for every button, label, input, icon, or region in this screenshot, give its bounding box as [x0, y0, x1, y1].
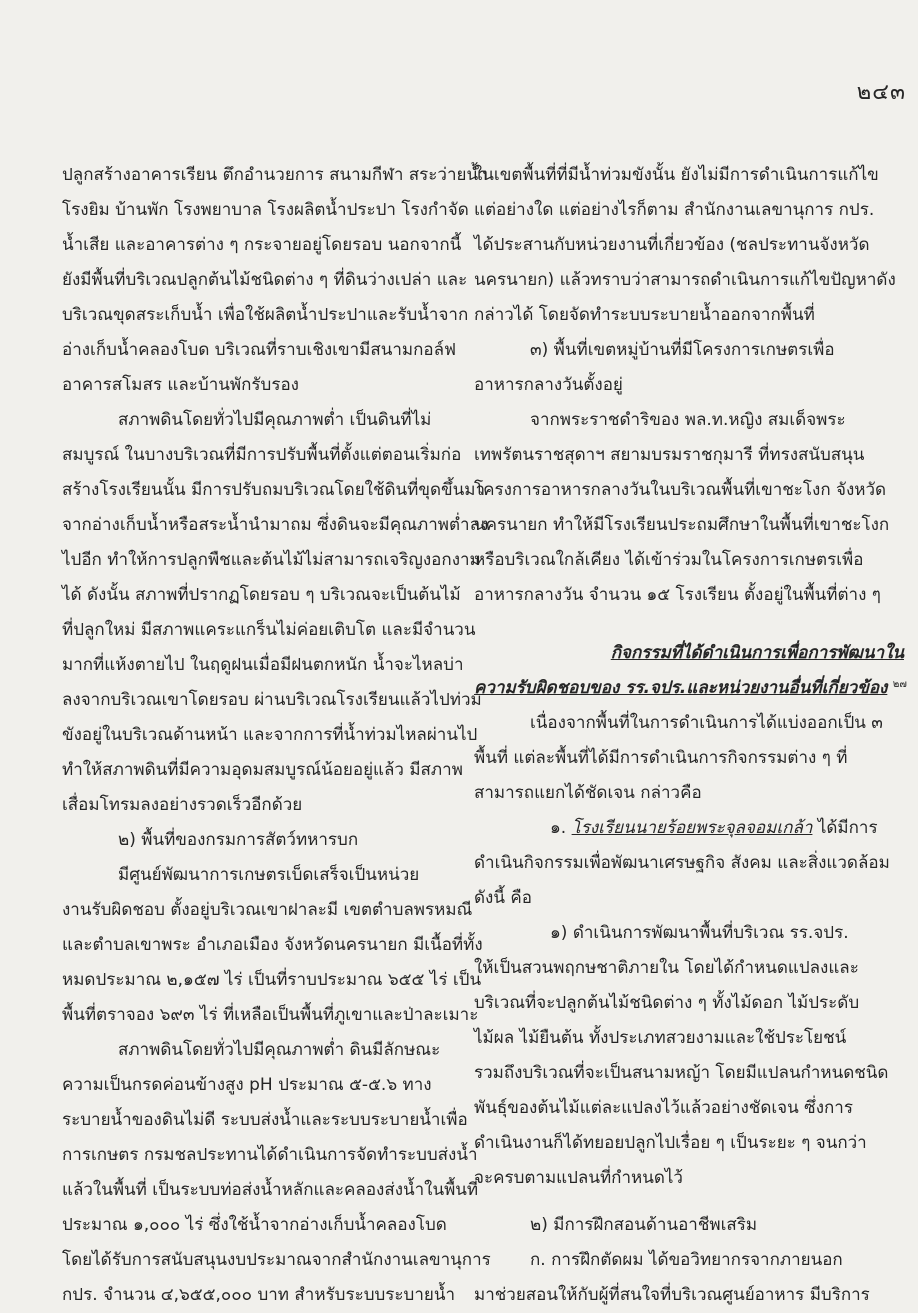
text-line: พื้นที่ตราจอง ๖๙๓ ไร่ ที่เหลือเป็นพื้นที่ภูเขาและป่าละเมาะ [62, 1005, 479, 1025]
text-line: กล่าวได้ โดยจัดทำระบบระบายน้ำออกจากพื้นที่ [474, 305, 815, 325]
text-line: ดังนี้ คือ [474, 888, 532, 908]
text-line: จากพระราชดำริของ พล.ท.หญิง สมเด็จพระ [530, 410, 846, 430]
text-line: น้ำเสีย และอาคารต่าง ๆ กระจายอยู่โดยรอบ นอกจากนี้ [62, 235, 462, 255]
text-line: จะครบตามแปลนที่กำหนดไว้ [474, 1168, 683, 1188]
text-line: หมดประมาณ ๒,๑๕๗ ไร่ เป็นที่ราบประมาณ ๖๕๕ ไร่ เป็น [62, 970, 482, 990]
text-line: เทพรัตนราชสุดาฯ สยามบรมราชกุมารี ที่ทรงสนับสนุน [474, 445, 865, 465]
text-line: นครนายก ทำให้มีโรงเรียนประถมศึกษาในพื้นที่เขาชะโงก [474, 515, 890, 535]
text-line: มีศูนย์พัฒนาการเกษตรเบ็ดเสร็จเป็นหน่วย [118, 865, 420, 885]
text-line: แล้วในพื้นที่ เป็นระบบท่อส่งน้ำหลักและคลองส่งน้ำในพื้นที่ [62, 1180, 479, 1200]
text-line: ระบายน้ำของดินไม่ดี ระบบส่งน้ำและระบบระบายน้ำเพื่อ [62, 1110, 468, 1130]
footnote-marker: ๒๗ [892, 679, 907, 690]
text-line: ๒) พื้นที่ของกรมการสัตว์ทหารบก [118, 830, 359, 850]
text-line: นครนายก) แล้วทราบว่าสามารถดำเนินการแก้ไขปัญหาดัง [474, 270, 896, 290]
text-line: ไปอีก ทำให้การปลูกพืชและต้นไม้ไม่สามารถเจริญงอกงาม [62, 550, 481, 570]
text-line: อาหารกลางวันตั้งอยู่ [474, 375, 623, 395]
text-line: ยังมีพื้นที่บริเวณปลูกต้นไม้ชนิดต่าง ๆ ที่ดินว่างเปล่า และ [62, 270, 468, 290]
section-heading: กิจกรรมที่ได้ดำเนินการเพื่อการพัฒนาใน [610, 643, 904, 663]
text-line: ความเป็นกรดค่อนข้างสูง pH ประมาณ ๕-๕.๖ ทาง [62, 1075, 432, 1095]
text-line: โดยได้รับการสนับสนุนงบประมาณจากสำนักงานเลขานุการ [62, 1250, 491, 1270]
text-line: การเกษตร กรมชลประทานได้ดำเนินการจัดทำระบบส่งน้ำ [62, 1145, 478, 1165]
item-number: ๑. [550, 818, 567, 838]
text-line: พันธุ์ของต้นไม้แต่ละแปลงไว้แล้วอย่างชัดเจน ซึ่งการ [474, 1098, 853, 1118]
text-line: ไม้ผล ไม้ยืนต้น ทั้งประเภทสวยงามและใช้ประโยชน์ [474, 1028, 847, 1048]
text-line: ขังอยู่ในบริเวณด้านหน้า และจากการที่น้ำท่วมไหลผ่านไป [62, 725, 478, 745]
text-line: ปลูกสร้างอาคารเรียน ตึกอำนวยการ สนามกีฬา สระว่ายน้ำ [62, 165, 488, 185]
text-line: ให้เป็นสวนพฤกษชาติภายใน โดยได้กำหนดแปลงและ [474, 958, 859, 978]
text-line: จากอ่างเก็บน้ำหรือสระน้ำนำมาถม ซึ่งดินจะมีคุณภาพต่ำลง [62, 515, 489, 535]
text-line: และตำบลเขาพระ อำเภอเมือง จังหวัดนครนายก มีเนื้อที่ทั้ง [62, 935, 483, 955]
text-line: อาคารสโมสร และบ้านพักรับรอง [62, 375, 299, 395]
text-line: ดำเนินกิจกรรมเพื่อพัฒนาเศรษฐกิจ สังคม และสิ่งแวดล้อม [474, 853, 890, 873]
text-line: ๓) พื้นที่เขตหมู่บ้านที่มีโครงการเกษตรเพื่อ [530, 340, 835, 360]
text-line: งานรับผิดชอบ ตั้งอยู่บริเวณเขาฝาละมี เขตตำบลพรหมณี [62, 900, 473, 920]
text-line: รวมถึงบริเวณที่จะเป็นสนามหญ้า โดยมีแปลนกำหนดชนิด [474, 1063, 889, 1083]
text-line: หรือบริเวณใกล้เคียง ได้เข้าร่วมในโครงการเกษตรเพื่อ [474, 550, 864, 570]
text-line: ในเขตพื้นที่ที่มีน้ำท่วมขังนั้น ยังไม่มีการดำเนินการแก้ไข [474, 165, 879, 185]
text-line: ประมาณ ๑,๐๐๐ ไร่ ซึ่งใช้น้ำจากอ่างเก็บน้ำคลองโบด [62, 1215, 447, 1235]
text-line: ก. การฝึกตัดผม ได้ขอวิทยากรจากภายนอก [530, 1250, 843, 1270]
item-text: ได้มีการ [817, 818, 878, 838]
text-line: ลงจากบริเวณเขาโดยรอบ ผ่านบริเวณโรงเรียนแล้วไปท่วม [62, 690, 482, 710]
text-line: เนื่องจากพื้นที่ในการดำเนินการได้แบ่งออกเป็น ๓ [530, 713, 883, 733]
text-line: สมบูรณ์ ในบางบริเวณที่มีการปรับพื้นที่ตั้งแต่ตอนเริ่มก่อ [62, 445, 462, 465]
text-line: ได้ประสานกับหน่วยงานที่เกี่ยวข้อง (ชลประทานจังหวัด [474, 235, 870, 255]
text-line: อ่างเก็บน้ำคลองโบด บริเวณที่ราบเชิงเขามีสนามกอล์ฟ [62, 340, 457, 360]
text-line: ๒) มีการฝึกสอนด้านอาชีพเสริม [530, 1215, 758, 1235]
text-line: ทำให้สภาพดินที่มีความอุดมสมบูรณ์น้อยอยู่แล้ว มีสภาพ [62, 760, 463, 780]
text-line: บริเวณขุดสระเก็บน้ำ เพื่อใช้ผลิตน้ำประปาและรับน้ำจาก [62, 305, 469, 325]
text-line: สร้างโรงเรียนนั้น มีการปรับถมบริเวณโดยใช้ดินที่ขุดขึ้นมา [62, 480, 486, 500]
text-line: ดำเนินงานก็ได้ทยอยปลูกไปเรื่อย ๆ เป็นระยะ ๆ จนกว่า [474, 1133, 867, 1153]
text-line: บริเวณที่จะปลูกต้นไม้ชนิดต่าง ๆ ทั้งไม้ดอก ไม้ประดับ [474, 993, 860, 1013]
text-line: ได้ ดังนั้น สภาพที่ปรากฏโดยรอบ ๆ บริเวณจะเป็นต้นไม้ [62, 585, 461, 605]
item-line [474, 811, 904, 846]
text-line: สภาพดินโดยทั่วไปมีคุณภาพต่ำ ดินมีลักษณะ [118, 1040, 441, 1060]
text-line: กปร. จำนวน ๔,๖๕๕,๐๐๐ บาท สำหรับระบบระบายน้ำ [62, 1285, 456, 1305]
section-heading-text: ความรับผิดชอบของ รร.จปร.และหน่วยงานอื่นที่เกี่ยวข้อง [474, 678, 888, 698]
text-line: โครงการอาหารกลางวันในบริเวณพื้นที่เขาชะโงก จังหวัด [474, 480, 887, 500]
text-line: แต่อย่างใด แต่อย่างไรก็ตาม สำนักงานเลขานุการ กปร. [474, 200, 875, 220]
section-heading-line2 [474, 671, 907, 706]
text-line: โรงยิม บ้านพัก โรงพยาบาล โรงผลิตน้ำประปา โรงกำจัด [62, 200, 469, 220]
item-title: โรงเรียนนายร้อยพระจุลจอมเกล้า [571, 818, 813, 838]
text-line: ๑) ดำเนินการพัฒนาพื้นที่บริเวณ รร.จปร. [550, 923, 849, 943]
text-line: สภาพดินโดยทั่วไปมีคุณภาพต่ำ เป็นดินที่ไม่ [118, 410, 432, 430]
text-line: เสื่อมโทรมลงอย่างรวดเร็วอีกด้วย [62, 795, 303, 815]
text-line: มากที่แห้งตายไป ในฤดูฝนเมื่อมีฝนตกหนัก น้ำจะไหลบ่า [62, 655, 464, 675]
text-line: สามารถแยกได้ชัดเจน กล่าวคือ [474, 783, 702, 803]
text-line: ที่ปลูกใหม่ มีสภาพแคระแกร็นไม่ค่อยเติบโต และมีจำนวน [62, 620, 476, 640]
page-number: ๒๔๓ [856, 80, 906, 105]
text-line: มาช่วยสอนให้กับผู้ที่สนใจที่บริเวณศูนย์อาหาร มีบริการ [474, 1285, 870, 1305]
text-line: พื้นที่ แต่ละพื้นที่ได้มีการดำเนินการกิจกรรมต่าง ๆ ที่ [474, 748, 848, 768]
text-line: อาหารกลางวัน จำนวน ๑๕ โรงเรียน ตั้งอยู่ในพื้นที่ต่าง ๆ [474, 585, 881, 605]
